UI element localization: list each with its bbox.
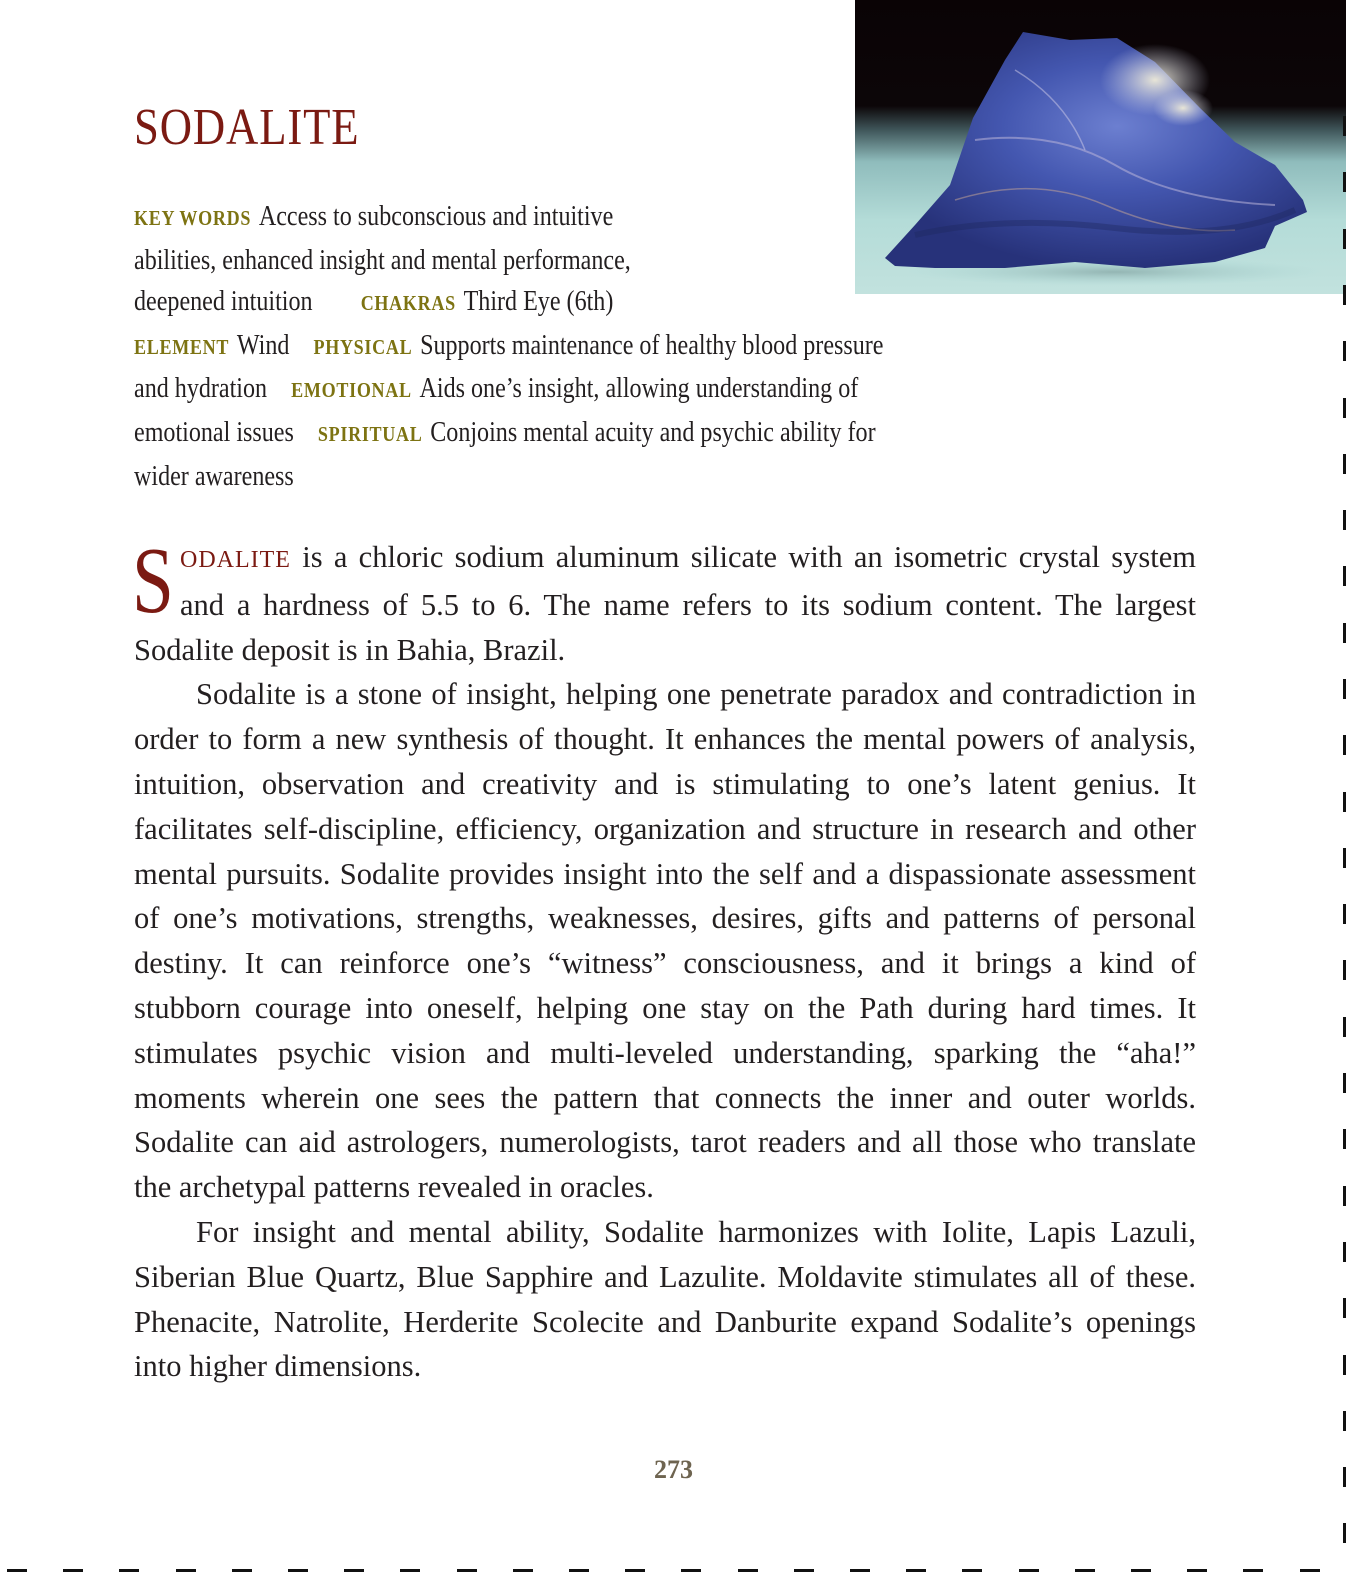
physical-text-2: and hydration [134,373,268,405]
attr-line-7 [134,456,1020,498]
small-caps-lead: ODALITE [180,547,291,573]
drop-cap: S [132,529,174,633]
paragraph-1-text: is a chloric sodium aluminum silicate with an isometric crystal system and a hardness of 5.5 to 6. The name refers to its sodium content. The largest Sodalite deposit is in Bahia, Brazil. [134,540,1196,667]
edge-tick-mark [1343,566,1346,586]
emotional-text-2: emotional issues [134,416,294,448]
edge-tick-mark [1343,1017,1346,1037]
edge-tick-mark [1343,848,1346,868]
key-words-text-2: abilities, enhanced insight and mental performance, [134,244,631,276]
key-words-text-3: deepened intuition [134,286,313,318]
emotional-text-1: Aids one’s insight, allowing understanding of [419,373,859,405]
paragraph-2: Sodalite is a stone of insight, helping one penetrate paradox and contradiction in order to form a new synthesis of thought. It enhances the mental powers of analysis, intuition, observation and creativity and is stimulating to one’s latent genius. It facilitates self-discipline, efficiency, organization and structure in research and other mental pursuits. Sodalite provides insight into the self and a dispassionate assessment of one’s motivations, strengths, weaknesses, desires, gifts and patterns of personal destiny. It can reinforce one’s “witness” consciousness, and it brings a kind of stubborn courage into oneself, helping one stay on the Path during hard times. It stimulates psychic vision and multi-leveled understanding, sparking the “aha!” moments wherein one sees the pattern that connects the inner and outer worlds. Sodalite can aid astrologers, numerologists, tarot readers and all those who translate the archetypal patterns revealed in oracles. [134,677,1196,1205]
edge-tick-mark [1343,229,1346,249]
edge-tick-mark [1343,623,1346,643]
chakras-value: Third Eye (6th) [463,286,614,318]
edge-tick-mark [1343,398,1346,418]
paragraph-3: For insight and mental ability, Sodalite harmonizes with Iolite, Lapis Lazuli, Siberian Blue Quartz, Blue Sapphire and Lazulite. Moldavite stimulates all of these. Phenacite, Natrolite, Herderite Scolecite and Danburite expand Sodalite’s openings into higher dimensions. [134,1214,1196,1384]
edge-tick-mark [1343,510,1346,530]
edge-tick-mark [1343,679,1346,699]
edge-tick-mark [1343,1073,1346,1093]
attr-line-5 [134,368,1020,412]
attr-line-6 [134,412,1020,456]
edge-tick-mark [1343,116,1346,136]
attr-line-4 [134,325,1020,369]
edge-tick-mark [1343,454,1346,474]
paragraph-1 [132,529,1196,672]
edge-tick-mark [1343,172,1346,192]
attr-line-3 [134,281,1020,325]
edge-tick-mark [1343,1186,1346,1206]
edge-tick-mark [1343,1355,1346,1375]
key-words-label: KEY WORDS [134,206,252,230]
physical-text-1: Supports maintenance of healthy blood pressure [420,329,884,361]
emotional-label: EMOTIONAL [291,378,412,403]
spiritual-label: SPIRITUAL [317,421,423,446]
element-label: ELEMENT [134,334,230,359]
edge-tick-mark [1343,1467,1346,1487]
element-value: Wind [236,329,290,361]
edge-tick-mark [1343,904,1346,924]
spiritual-text-2: wider awareness [134,460,294,492]
key-words-text-1: Access to subconscious and intuitive [258,201,614,232]
spiritual-text-1: Conjoins mental acuity and psychic ability for [430,416,876,448]
chakras-label: CHAKRAS [360,291,456,316]
attr-line-1 [134,196,1020,240]
page-number: 273 [654,1455,693,1484]
stone-attributes [134,196,1164,497]
edge-tick-mark [1343,341,1346,361]
attr-line-2 [134,240,1020,282]
edge-tick-mark [1343,735,1346,755]
page-title: SODALITE [134,99,360,156]
edge-tick-mark [1343,1242,1346,1262]
body-text [132,529,1196,1389]
edge-tick-mark [1343,960,1346,980]
edge-tick-mark [1343,1411,1346,1431]
edge-tick-mark [1343,1298,1346,1318]
edge-tick-mark [1343,1523,1346,1543]
edge-tick-mark [1343,792,1346,812]
edge-tick-mark [1343,285,1346,305]
edge-tick-mark [1343,1129,1346,1149]
physical-label: PHYSICAL [313,334,413,359]
